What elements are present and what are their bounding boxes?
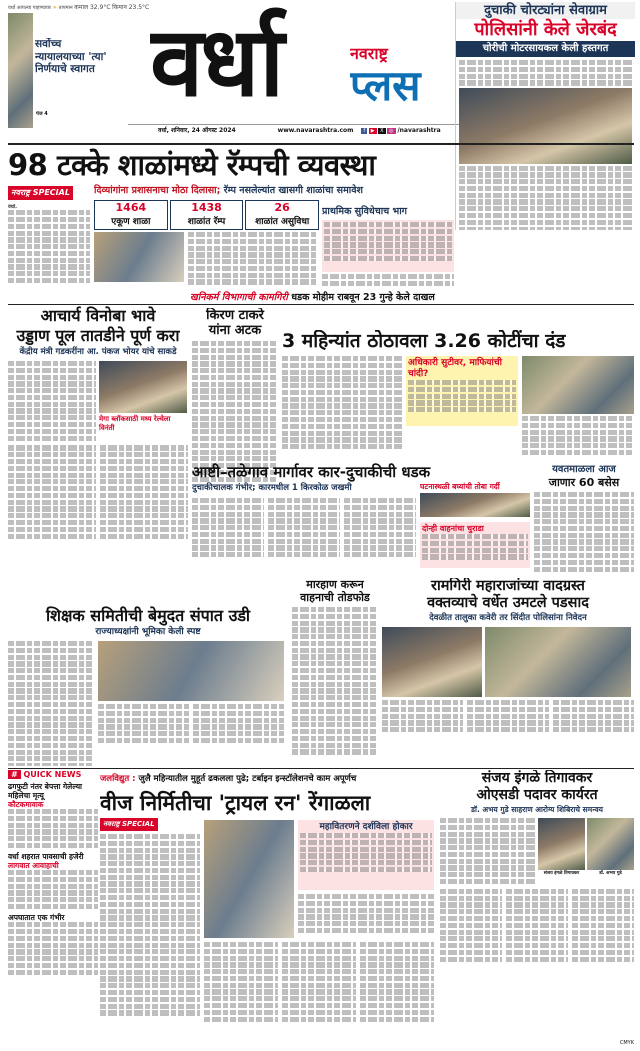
lead-photo-ramp — [94, 232, 184, 282]
vinoba-caption: मेगा ब्लॉकसाठी मध्य रेल्वेला विनंती — [99, 415, 171, 432]
power-headline[interactable]: वीज निर्मितीचा 'ट्रायल रन' रेंगाळला — [100, 791, 371, 815]
masthead-brand: नवराष्ट्र — [350, 44, 388, 63]
teachers-title: शिक्षक समितीची बेमुदत संपात उडी — [45, 606, 251, 625]
quick-item-2[interactable] — [8, 852, 98, 909]
accident-box-crowd — [420, 482, 530, 518]
quick-item-2-kicker: लागवात आवाहाची — [8, 861, 59, 871]
ramgiri-title-line2: वक्तव्याचे वर्धेत उमटले पडसाद — [427, 595, 589, 611]
stat-lack-num: 26 — [274, 201, 290, 214]
story-yatmal-buses[interactable] — [534, 464, 634, 574]
stat-total-num: 1464 — [115, 201, 147, 214]
story-vinoba-bridge[interactable] — [8, 306, 188, 606]
power-body-col3 — [298, 894, 434, 940]
lead-kicker — [94, 184, 454, 198]
weather-label: तापमान — [58, 5, 73, 11]
accident-subtitle: दुचाकीचालक गंभीर; कारमधील 1 किरकोळ जखमी — [192, 483, 352, 493]
youtube-icon[interactable]: ▶ — [370, 128, 375, 134]
x-icon[interactable]: X — [380, 128, 384, 134]
lead-kicker-2: रॅम्प नसलेल्यांत खासगी शाळांचा समावेश — [223, 185, 363, 196]
stat-ramp — [170, 200, 244, 230]
rule-mid-1 — [8, 304, 634, 305]
theft-body — [456, 57, 635, 86]
vinoba-body — [8, 361, 96, 442]
mining-strip-label: खनिकर्म विभागाची कामगिरी — [190, 292, 288, 303]
penalty-body-2 — [522, 416, 634, 462]
masthead-dateline — [128, 124, 478, 136]
power-special-tag: नवराष्ट्र SPECIAL — [100, 818, 158, 831]
power-body-col1 — [100, 834, 200, 1039]
energy-strip-text: जुलै महिन्यातील मुहूर्त ढकलला पुढे; टर्बाइन इन्स्टॉलेशनचे काम अपूर्णच — [138, 774, 357, 784]
rule-mid-2 — [8, 768, 634, 769]
accident-body — [192, 498, 416, 568]
teachers-photo — [98, 641, 284, 701]
ingle-title-line2: ओएसडी पदावर कार्यरत — [476, 787, 598, 803]
accident-box-crowd-title: घटनास्थळी बघ्यांची तोबा गर्दी — [420, 482, 500, 491]
vinoba-title-line2: उड्डाण पूल तातडीने पूर्ण करा — [16, 326, 180, 345]
weather-max: कमाल 32.9°C — [74, 4, 111, 11]
accident-box-vehicles — [420, 522, 530, 568]
rule-under-masthead — [8, 143, 634, 145]
lead-facilities: प्राथमिक सुविधेचाच भाग — [322, 206, 408, 217]
power-body-col2 — [204, 942, 434, 1039]
story-ingle[interactable] — [440, 770, 634, 1040]
lead-headline[interactable]: 98 टक्के शाळांमध्ये रॅम्पची व्यवस्था — [8, 148, 376, 182]
penalty-headline[interactable]: 3 महिन्यांत ठोठावला 3.26 कोटींचा दंड — [282, 330, 566, 352]
facebook-icon[interactable]: f — [363, 128, 366, 134]
lead-note-box — [322, 220, 454, 272]
ingle-photo — [538, 818, 585, 870]
ingle-body — [440, 818, 535, 886]
teaser-photo — [8, 13, 33, 128]
theft-body-2 — [456, 166, 635, 230]
gude-photo — [587, 818, 634, 870]
lead-dateline: वर्धा. — [8, 204, 18, 210]
social-handle: /navarashtra — [397, 127, 441, 134]
penalty-box-title: अधिकारी सुटीवर, माफियांची चांदी? — [408, 358, 502, 379]
beating-title-line1: मारहाण करून — [306, 578, 364, 591]
penalty-body — [282, 356, 402, 456]
stat-ramp-num: 1438 — [191, 201, 222, 214]
ingle-title-line1: संजय इंगळे तिगावकर — [481, 770, 593, 786]
ingle-caption-2: डॉ. अभय गुडे — [599, 871, 622, 876]
beating-title-line2: वाहनाची तोडफोड — [300, 591, 370, 604]
lead-body-col1 — [8, 204, 90, 288]
quick-news-icon: # — [8, 770, 21, 779]
vinoba-title-line1: आचार्य विनोबा भावे — [40, 306, 156, 325]
masthead-title: वर्धा — [150, 6, 282, 118]
stat-lack — [245, 200, 319, 230]
weather-min: किमान 23.5°C — [112, 4, 150, 11]
quick-item-3-title: अपघातात एक गंभीर — [8, 913, 65, 923]
stat-total — [94, 200, 168, 230]
theft-title-line2: पोलिसांनी केले जेरबंद — [474, 19, 617, 40]
vinoba-body-2 — [8, 445, 188, 540]
cmyk-mark: CMYK — [619, 1040, 634, 1046]
story-ramgiri[interactable] — [382, 578, 634, 768]
quick-item-2-title: वर्धा शहरात पावसाची हजेरी — [8, 852, 84, 862]
mining-strip-text: धडक मोहीम राबवून 23 गुन्हे केले दाखल — [291, 292, 435, 303]
accident-photo — [420, 493, 530, 517]
accident-box-vehicles-title: दोन्ही वाहनांचा चुराडा — [422, 524, 484, 533]
story-teachers-strike[interactable] — [8, 606, 288, 766]
lead-stats — [94, 200, 319, 230]
ramgiri-subtitle: देवळीत तालुका कवेरी तर सिंदीत पोलिसांना निवेदन — [429, 613, 587, 623]
power-special — [100, 818, 188, 832]
brand-tag: नवराष्ट्र SPECIAL — [8, 186, 73, 200]
teaser-page: पेज 4 — [36, 111, 48, 117]
story-two-wheeler-theft[interactable] — [455, 2, 635, 230]
ingle-subtitle: डॉ. अभय गुडे साहराण आरोग्य शिबिराचे समन्वय — [471, 805, 603, 814]
ramgiri-photo-2 — [485, 627, 631, 697]
quick-item-1[interactable] — [8, 782, 98, 848]
edition-date: वर्धा, शनिवार, 24 ऑगस्ट 2024 — [158, 127, 236, 134]
lead-special-tag — [8, 186, 90, 200]
power-box-title: महावितरणने दर्शविला होकार — [319, 822, 413, 832]
yatmal-title-line1: यवतमाळला आज — [552, 464, 616, 475]
ramgiri-title-line1: रामगिरी महाराजांच्या वादग्रस्त — [431, 578, 585, 594]
penalty-box — [406, 356, 518, 426]
stat-lack-label: शाळांत असुविधा — [255, 217, 310, 227]
masthead-plus: प्लस — [350, 61, 421, 110]
quick-item-1-title: ढगफुटी नंतर बेपत्ता गेलेल्या महिलेचा मृत्यू — [8, 782, 82, 800]
vinoba-subtitle: केंद्रीय मंत्री गडकरींना आ. पंकज भोयर यांचे साकडे — [19, 347, 177, 357]
kiran-title-line1: किरण टाकरे — [206, 308, 264, 323]
quick-news-label-text: QUICK NEWS — [23, 770, 82, 779]
theft-photo — [459, 88, 632, 164]
website-link[interactable]: www.navarashtra.com — [277, 127, 354, 134]
penalty-photo — [522, 356, 634, 414]
theft-title-line1: दुचाकी चोरट्यांना सेवाग्राम — [456, 2, 635, 19]
teachers-subtitle: राज्याध्यक्षांनी भूमिका केली स्पष्ट — [95, 627, 201, 637]
teachers-body — [8, 641, 94, 766]
weather-city: वर्धा आपल्या पाहण्यावर — [8, 5, 51, 11]
kiran-body — [192, 341, 278, 482]
stat-ramp-label: शाळांत रॅम्प — [187, 217, 226, 227]
quick-item-1-kicker: कौटकमावाक — [8, 800, 44, 809]
energy-strip[interactable] — [100, 772, 435, 786]
social-icons[interactable] — [361, 128, 395, 134]
ingle-caption-1: संजय इंगळे तिगावकर — [543, 871, 580, 876]
teaser-headline[interactable]: सर्वोच्च न्यायालयाच्या 'त्या' निर्णयाचे स्वागत — [35, 38, 107, 75]
lead-body-col2 — [188, 232, 318, 288]
vinoba-photo — [99, 361, 187, 413]
instagram-icon[interactable]: ◎ — [389, 128, 394, 134]
story-vehicle-vandalism[interactable] — [292, 578, 378, 766]
quick-item-3[interactable] — [8, 913, 98, 975]
quick-news — [8, 770, 98, 1040]
sun-icon: ☀ — [52, 5, 58, 11]
quick-news-label — [8, 770, 98, 779]
kiran-title-line2: यांना अटक — [208, 323, 262, 338]
energy-strip-label: जलविद्युत : — [100, 774, 136, 784]
ramgiri-photo-1 — [382, 627, 482, 697]
lead-kicker-1: दिव्यांगांना प्रशासनाचा मोठा दिलासा; — [94, 185, 221, 196]
power-box — [298, 820, 434, 890]
power-photo — [204, 820, 294, 938]
stat-total-label: एकूण शाळा — [111, 217, 151, 227]
accident-headline[interactable]: आष्टी–तळेगाव मार्गावर कार-दुचाकीची धडक — [192, 463, 431, 481]
yatmal-title-line2: जाणार 60 बसेस — [548, 476, 620, 489]
theft-subtitle: चोरीची मोटरसायकल केली हस्तगत — [456, 41, 635, 57]
